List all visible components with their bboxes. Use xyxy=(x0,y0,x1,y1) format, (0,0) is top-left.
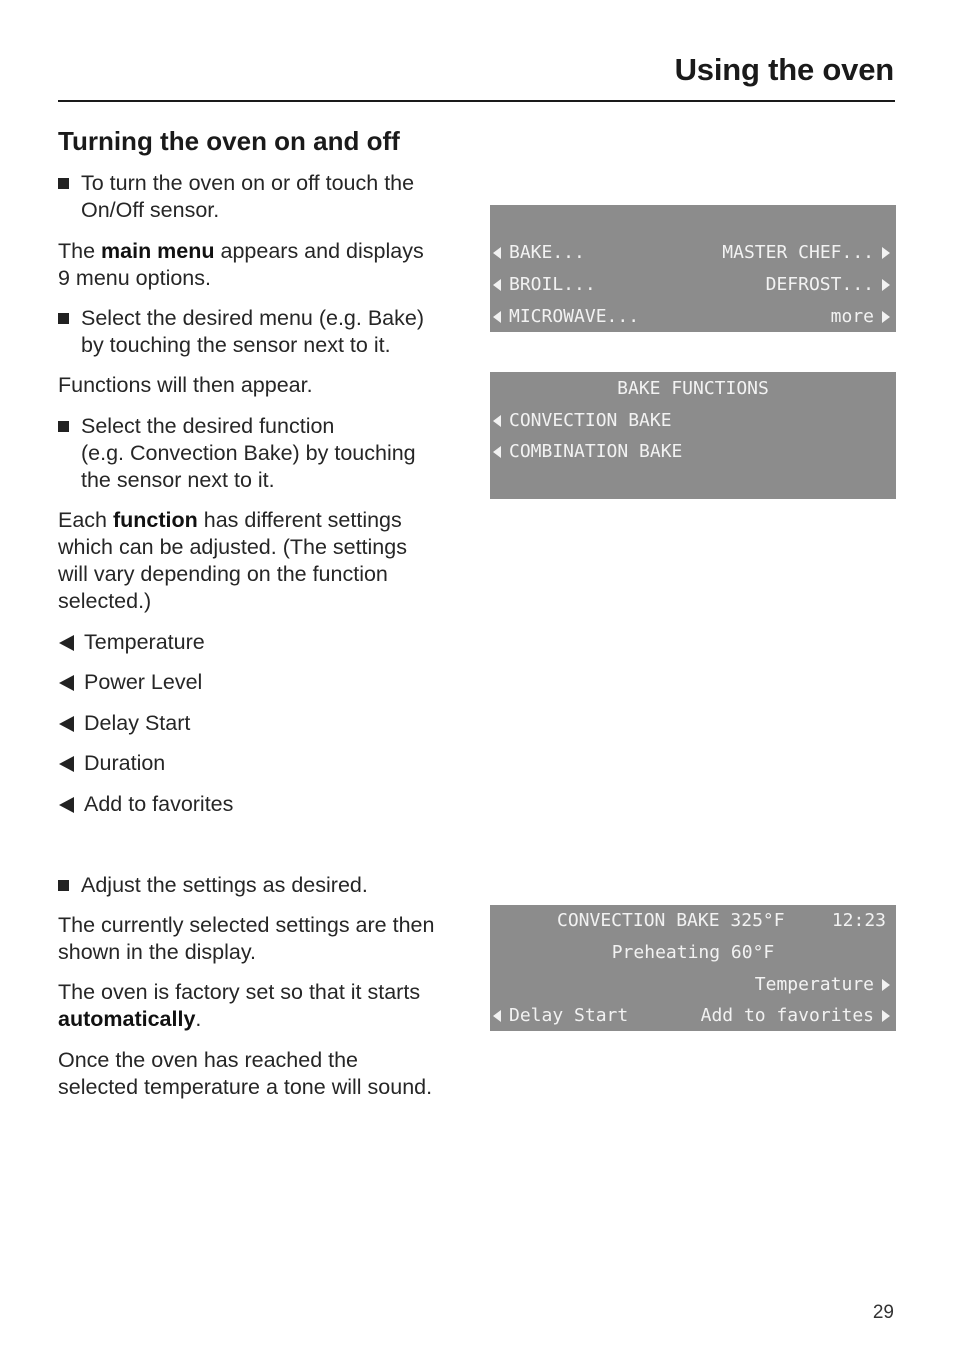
bold-text: automatically xyxy=(58,1007,196,1031)
paragraph-line: The oven is factory set so that it starts xyxy=(58,980,421,1004)
page-number: 29 xyxy=(872,1302,894,1323)
bold-text: main menu xyxy=(101,239,215,263)
left-arrow-icon xyxy=(59,797,74,813)
text: has different settings xyxy=(197,508,402,532)
text: appears and displays xyxy=(214,239,424,263)
left-arrow-icon xyxy=(493,311,501,323)
left-arrow-icon xyxy=(59,716,74,732)
left-arrow-icon xyxy=(59,635,74,651)
paragraph-line: 9 menu options. xyxy=(58,266,211,290)
left-arrow-icon xyxy=(59,756,74,772)
bold-text: function xyxy=(112,508,198,532)
menu-option-microwave: MICROWAVE... xyxy=(509,306,640,327)
settings-item-label: Duration xyxy=(84,751,166,775)
paragraph-line: Once the oven has reached the xyxy=(58,1048,359,1072)
header-divider xyxy=(58,100,895,102)
left-arrow-icon xyxy=(493,446,501,458)
display-time: 12:23 xyxy=(831,910,886,931)
paragraph-functions: Functions will then appear. xyxy=(58,373,313,397)
paragraph-line: will vary depending on the function xyxy=(58,562,388,586)
menu-option-broil: BROIL... xyxy=(509,274,596,295)
paragraph-line: shown in the display. xyxy=(58,940,256,964)
display-preheating: Preheating 60°F xyxy=(611,942,775,963)
display-status: CONVECTION BAKE 325°F xyxy=(557,910,785,931)
left-arrow-icon xyxy=(493,247,501,259)
text: The xyxy=(58,239,102,263)
function-convection-bake: CONVECTION BAKE xyxy=(509,410,672,431)
display-bake-functions xyxy=(490,372,896,499)
paragraph-main-menu xyxy=(58,238,424,265)
bullet-text-line: Select the desired function xyxy=(81,414,335,438)
bullet-text-line: On/Off sensor. xyxy=(81,198,220,222)
bullet-text-line: Select the desired menu (e.g. Bake) xyxy=(81,306,424,330)
paragraph-line: which can be adjusted. (The settings xyxy=(58,535,407,559)
display-option-delay-start: Delay Start xyxy=(509,1005,629,1026)
left-arrow-icon xyxy=(59,675,74,691)
settings-item-label: Power Level xyxy=(84,670,203,694)
paragraph-line: selected.) xyxy=(58,589,152,613)
menu-option-bake: BAKE... xyxy=(509,242,585,263)
menu-option-defrost: DEFROST... xyxy=(765,274,874,295)
paragraph-automatically xyxy=(58,1006,201,1033)
settings-item-label: Delay Start xyxy=(84,711,191,735)
function-combination-bake: COMBINATION BAKE xyxy=(509,441,683,462)
left-arrow-icon xyxy=(493,1010,501,1022)
right-arrow-icon xyxy=(882,979,890,991)
display-settings xyxy=(490,905,896,1031)
display-option-add-to-favorites: Add to favorites xyxy=(700,1005,874,1026)
display-title: BAKE FUNCTIONS xyxy=(617,378,769,399)
menu-option-master-chef: MASTER CHEF... xyxy=(722,242,874,263)
right-arrow-icon xyxy=(882,311,890,323)
paragraph-each-function xyxy=(58,507,402,534)
paragraph-line: selected temperature a tone will sound. xyxy=(58,1075,433,1099)
bullet-square-icon xyxy=(58,313,69,324)
bullet-square-icon xyxy=(58,178,69,189)
right-arrow-icon xyxy=(882,247,890,259)
settings-item-label: Temperature xyxy=(84,630,205,654)
bullet-text-line: To turn the oven on or off touch the xyxy=(81,171,415,195)
display-main-menu xyxy=(490,205,896,332)
settings-item-label: Add to favorites xyxy=(84,792,234,816)
bullet-text-line: (e.g. Convection Bake) by touching xyxy=(81,441,416,465)
bullet-text-line: by touching the sensor next to it. xyxy=(81,333,391,357)
bullet-square-icon xyxy=(58,421,69,432)
bullet-text-line: the sensor next to it. xyxy=(81,468,275,492)
left-arrow-icon xyxy=(493,279,501,291)
bullet-text-line: Adjust the settings as desired. xyxy=(81,873,368,897)
right-arrow-icon xyxy=(882,279,890,291)
paragraph-line: The currently selected settings are then xyxy=(58,913,435,937)
menu-option-more: more xyxy=(830,306,874,327)
text: . xyxy=(195,1007,202,1031)
page-header-title: Using the oven xyxy=(674,52,894,87)
display-option-temperature: Temperature xyxy=(754,974,874,995)
left-arrow-icon xyxy=(493,415,501,427)
section-title: Turning the oven on and off xyxy=(58,126,400,156)
right-arrow-icon xyxy=(882,1010,890,1022)
text: Each xyxy=(58,508,113,532)
bullet-square-icon xyxy=(58,880,69,891)
